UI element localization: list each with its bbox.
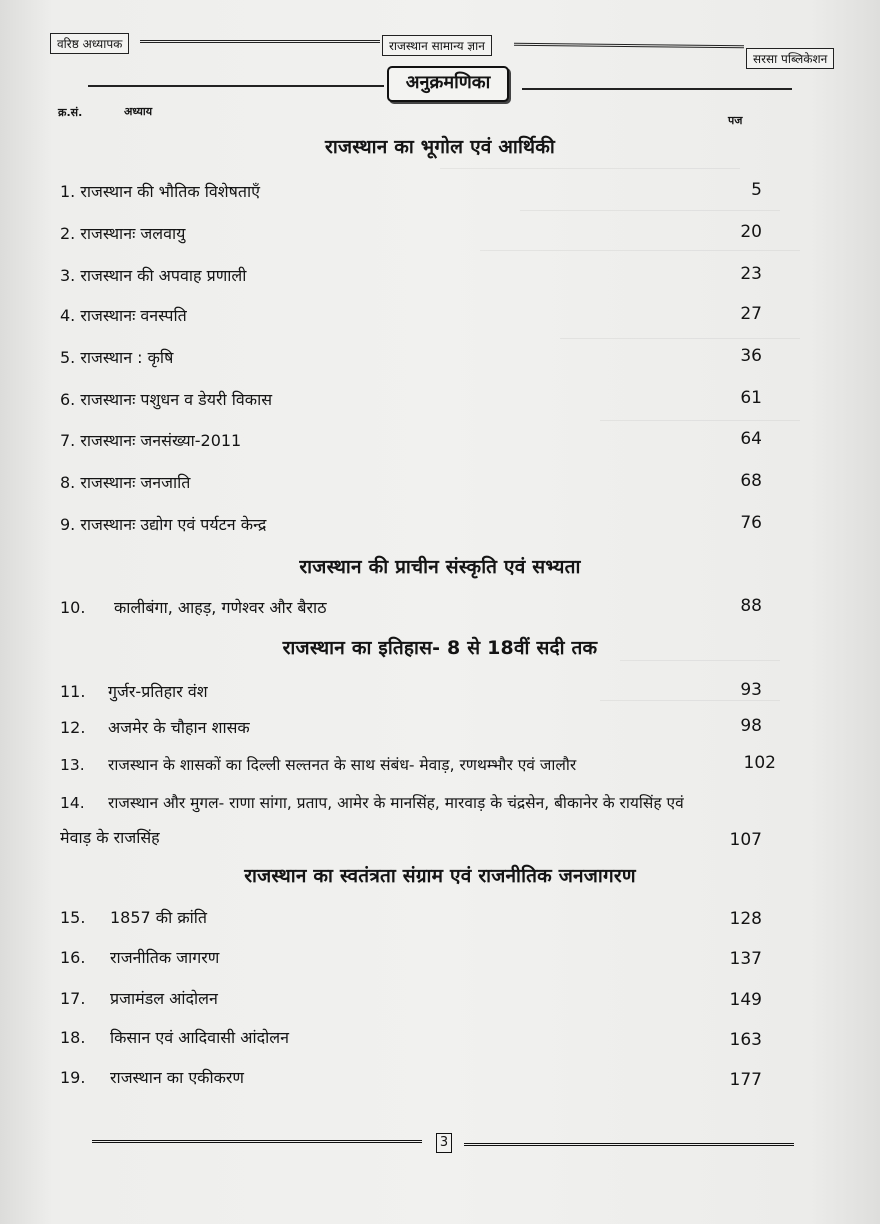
toc-entry (0, 791, 880, 821)
header-right-label: सरसा पब्लिकेशन (746, 48, 834, 69)
toc-entry-continuation (0, 826, 880, 856)
entry-number: 2. (60, 224, 76, 243)
toc-entry (0, 222, 880, 252)
entry-page: 20 (740, 222, 762, 242)
toc-title: अनुक्रमणिका (387, 66, 509, 102)
toc-entry (0, 180, 880, 210)
header-center-label: राजस्थान सामान्य ज्ञान (382, 35, 492, 56)
toc-entry (0, 264, 880, 294)
toc-entry (0, 906, 880, 936)
toc-title-rule-right (522, 88, 792, 90)
toc-title-rule-left (88, 85, 384, 87)
entry-title: राजस्थानः जनसंख्या-2011 (80, 431, 242, 450)
toc-entry (0, 680, 880, 710)
entry-page: 128 (729, 909, 762, 929)
entry-title: किसान एवं आदिवासी आंदोलन (110, 1028, 289, 1047)
entry-page: 5 (751, 180, 762, 200)
entry-page: 102 (743, 753, 776, 773)
entry-page: 27 (740, 304, 762, 324)
entry-number: 7. (60, 431, 76, 450)
entry-number: 10. (60, 598, 86, 617)
page-number: 3 (436, 1133, 452, 1153)
entry-title-continuation: मेवाड़ के राजसिंह (60, 828, 160, 847)
toc-entry (0, 946, 880, 976)
entry-page: 149 (729, 990, 762, 1010)
entry-number: 6. (60, 390, 76, 409)
toc-entry (0, 429, 880, 459)
entry-page: 137 (729, 949, 762, 969)
entry-number: 17. (60, 989, 86, 1008)
entry-number: 16. (60, 948, 86, 967)
entry-number: 18. (60, 1028, 86, 1047)
toc-entry (0, 987, 880, 1017)
entry-page: 177 (729, 1070, 762, 1090)
toc-entry (0, 1026, 880, 1056)
entry-title: राजस्थानः जलवायु (80, 224, 186, 243)
entry-page: 64 (740, 429, 762, 449)
entry-number: 9. (60, 515, 76, 534)
entry-number: 3. (60, 266, 76, 285)
bleed-through-line (600, 420, 800, 421)
entry-title: 1857 की क्रांति (110, 908, 208, 927)
toc-entry (0, 716, 880, 746)
entry-title: राजनीतिक जागरण (110, 948, 220, 967)
footer-rule-left (92, 1140, 422, 1143)
entry-title: राजस्थानः वनस्पति (80, 306, 187, 325)
footer-rule-right (464, 1143, 794, 1146)
entry-number: 4. (60, 306, 76, 325)
column-header-serial: क्र.सं. (58, 106, 83, 119)
header-rule-left (140, 40, 380, 43)
entry-title: राजस्थानः जनजाति (80, 473, 191, 492)
entry-page: 61 (740, 388, 762, 408)
bleed-through-line (560, 338, 800, 339)
entry-title: राजस्थान और मुगल- राणा सांगा, प्रताप, आमेर के मानसिंह, मारवाड़ के चंद्रसेन, बीकानेर के रायसिंह एवं (108, 794, 684, 812)
entry-number: 8. (60, 473, 76, 492)
entry-number: 14. (60, 794, 85, 812)
bleed-through-line (620, 660, 780, 661)
entry-title: राजस्थान : कृषि (80, 348, 174, 367)
entry-title: अजमेर के चौहान शासक (108, 718, 250, 737)
entry-title: राजस्थान की अपवाह प्रणाली (80, 266, 247, 285)
entry-title: राजस्थानः उद्योग एवं पर्यटन केन्द्र (80, 515, 267, 534)
section-heading-history: राजस्थान का इतिहास- 8 से 18वीं सदी तक (282, 637, 598, 659)
entry-title: गुर्जर-प्रतिहार वंश (108, 682, 208, 701)
toc-entry (0, 596, 880, 626)
bleed-through-line (520, 210, 780, 211)
entry-title: राजस्थान के शासकों का दिल्ली सल्तनत के साथ संबंध- मेवाड़, रणथम्भौर एवं जालौर (108, 756, 577, 774)
bleed-through-line (480, 250, 800, 251)
entry-page: 98 (740, 716, 762, 736)
section-heading-geography: राजस्थान का भूगोल एवं आर्थिकी (325, 136, 555, 158)
bleed-through-line (600, 700, 780, 701)
section-heading-freedom-struggle: राजस्थान का स्वतंत्रता संग्राम एवं राजनीतिक जनजागरण (244, 865, 636, 887)
entry-number: 11. (60, 682, 86, 701)
toc-entry (0, 753, 880, 783)
entry-page: 76 (740, 513, 762, 533)
entry-title: राजस्थानः पशुधन व डेयरी विकास (80, 390, 273, 409)
bleed-through-line (440, 168, 740, 169)
entry-number: 5. (60, 348, 76, 367)
entry-page: 88 (740, 596, 762, 616)
column-header-page: पज (728, 114, 743, 127)
toc-entry (0, 304, 880, 334)
entry-title: प्रजामंडल आंदोलन (110, 989, 218, 1008)
entry-page: 93 (740, 680, 762, 700)
toc-entry (0, 388, 880, 418)
toc-entry (0, 513, 880, 543)
section-heading-ancient-culture: राजस्थान की प्राचीन संस्कृति एवं सभ्यता (299, 556, 581, 578)
entry-page: 23 (740, 264, 762, 284)
toc-entry (0, 1066, 880, 1096)
entry-number: 15. (60, 908, 86, 927)
toc-entry (0, 471, 880, 501)
entry-number: 13. (60, 756, 85, 774)
column-header-chapter: अध्याय (124, 105, 153, 118)
entry-number: 19. (60, 1068, 86, 1087)
entry-page: 68 (740, 471, 762, 491)
entry-title: राजस्थान का एकीकरण (110, 1068, 244, 1087)
header-left-label: वरिष्ठ अध्यापक (50, 33, 129, 54)
toc-entry (0, 346, 880, 376)
entry-title: राजस्थान की भौतिक विशेषताएँ (80, 182, 260, 201)
entry-page: 163 (729, 1030, 762, 1050)
entry-number: 1. (60, 182, 76, 201)
header-rule-right (514, 43, 744, 48)
entry-title: कालीबंगा, आहड़, गणेश्वर और बैराठ (114, 598, 327, 617)
entry-page: 36 (740, 346, 762, 366)
entry-number: 12. (60, 718, 86, 737)
entry-page: 107 (729, 830, 762, 850)
